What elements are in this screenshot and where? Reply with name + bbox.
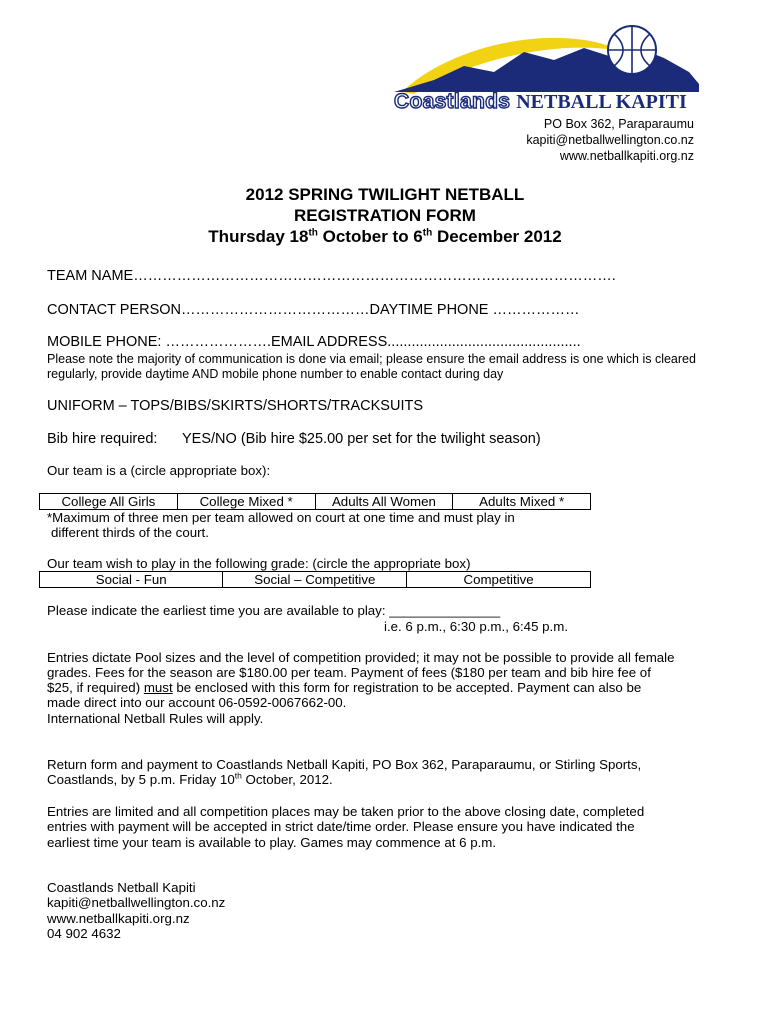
team-type-table xyxy=(39,493,591,510)
bank-account-line: made direct into our account 06-0592-0067662-00. xyxy=(47,695,347,710)
limited-line: entries with payment will be accepted in strict date/time order. Please ensure you have indicated the xyxy=(47,819,635,834)
bib-hire-label: Bib hire required: xyxy=(47,431,158,447)
form-title-line2: REGISTRATION FORM xyxy=(294,206,476,225)
grade-table xyxy=(39,571,591,588)
org-address: PO Box 362, Paraparaumu xyxy=(543,117,694,131)
return-form-line: Return form and payment to Coastlands Netball Kapiti, PO Box 362, Paraparaumu, or Stirling Sports, xyxy=(47,757,642,772)
title-date-part: October to 6 xyxy=(317,227,423,246)
earliest-time-example: i.e. 6 p.m., 6:30 p.m., 6:45 p.m. xyxy=(384,619,569,634)
option-adults-mixed[interactable]: Adults Mixed * xyxy=(453,494,591,510)
return-sup: th xyxy=(234,770,242,781)
entries-line: Entries dictate Pool sizes and the level of competition provided; it may not be possible to provide all female xyxy=(47,650,675,665)
option-college-mixed[interactable]: College Mixed * xyxy=(177,494,315,510)
footer-phone: 04 902 4632 xyxy=(47,926,121,941)
title-sup: th xyxy=(308,227,318,239)
bib-hire-options[interactable]: YES/NO (Bib hire $25.00 per set for the twilight season) xyxy=(182,431,541,447)
rules-line: International Netball Rules will apply. xyxy=(47,711,264,726)
entries-must: must xyxy=(143,680,173,695)
title-sup: th xyxy=(422,227,433,239)
return-form-line xyxy=(47,772,333,789)
footer-org-name: Coastlands Netball Kapiti xyxy=(47,880,196,895)
brand-name xyxy=(394,90,704,114)
footer-website[interactable]: www.netballkapiti.org.nz xyxy=(47,911,190,926)
brand-title: NETBALL KAPITI xyxy=(516,91,687,113)
grade-prompt: Our team wish to play in the following grade: (circle the appropriate box) xyxy=(47,556,471,571)
uniform-heading: UNIFORM – TOPS/BIBS/SKIRTS/SHORTS/TRACKSUITS xyxy=(47,398,424,414)
org-email: kapiti@netballwellington.co.nz xyxy=(526,133,694,147)
email-note: Please note the majority of communication is done via email; please ensure the email address is one which is cleared regularly, provide daytime AND mobile phone number to enable contact during day xyxy=(47,352,696,381)
title-date-part: Thursday 18 xyxy=(208,227,309,246)
team-name-field[interactable]: TEAM NAME………………………………………………………………………………………. xyxy=(47,268,616,284)
mobile-email-field[interactable]: MOBILE PHONE: ………………….EMAIL ADDRESS................................................ xyxy=(47,334,581,350)
title-date-part: December 2012 xyxy=(432,227,562,246)
org-website: www.netballkapiti.org.nz xyxy=(559,149,694,163)
team-type-footnote-2: different thirds of the court. xyxy=(51,525,209,540)
option-college-all-girls[interactable]: College All Girls xyxy=(40,494,178,510)
return-text: Coastlands, by 5 p.m. Friday 10 xyxy=(47,772,235,787)
return-text: October, 2012. xyxy=(241,772,333,787)
team-type-prompt: Our team is a (circle appropriate box): xyxy=(47,463,271,478)
limited-line: earliest time your team is available to play. Games may commence at 6 p.m. xyxy=(47,835,497,850)
brand-script: Coastlands xyxy=(394,90,511,113)
limited-line: Entries are limited and all competition places may be taken prior to the above closing date, completed xyxy=(47,804,645,819)
form-title-line1: 2012 SPRING TWILIGHT NETBALL xyxy=(245,185,525,204)
contact-person-field[interactable]: CONTACT PERSON…………………………………DAYTIME PHONE ……………… xyxy=(47,302,580,318)
option-adults-all-women[interactable]: Adults All Women xyxy=(315,494,453,510)
grade-competitive[interactable]: Competitive xyxy=(407,572,591,588)
footer-email[interactable]: kapiti@netballwellington.co.nz xyxy=(47,895,226,910)
entries-text: be enclosed with this form for registration to be accepted. Payment can also be xyxy=(172,680,642,695)
earliest-time-prompt[interactable]: Please indicate the earliest time you are available to play: _______________ xyxy=(47,603,501,618)
grade-social-competitive[interactable]: Social – Competitive xyxy=(223,572,407,588)
entries-text: $25, if required) xyxy=(47,680,144,695)
grade-social-fun[interactable]: Social - Fun xyxy=(40,572,223,588)
form-title-dates xyxy=(0,226,770,247)
team-type-footnote: *Maximum of three men per team allowed on court at one time and must play in xyxy=(47,510,515,525)
entries-line: grades. Fees for the season are $180.00 per team. Payment of fees ($180 per team and bib hire fee of xyxy=(47,665,651,680)
